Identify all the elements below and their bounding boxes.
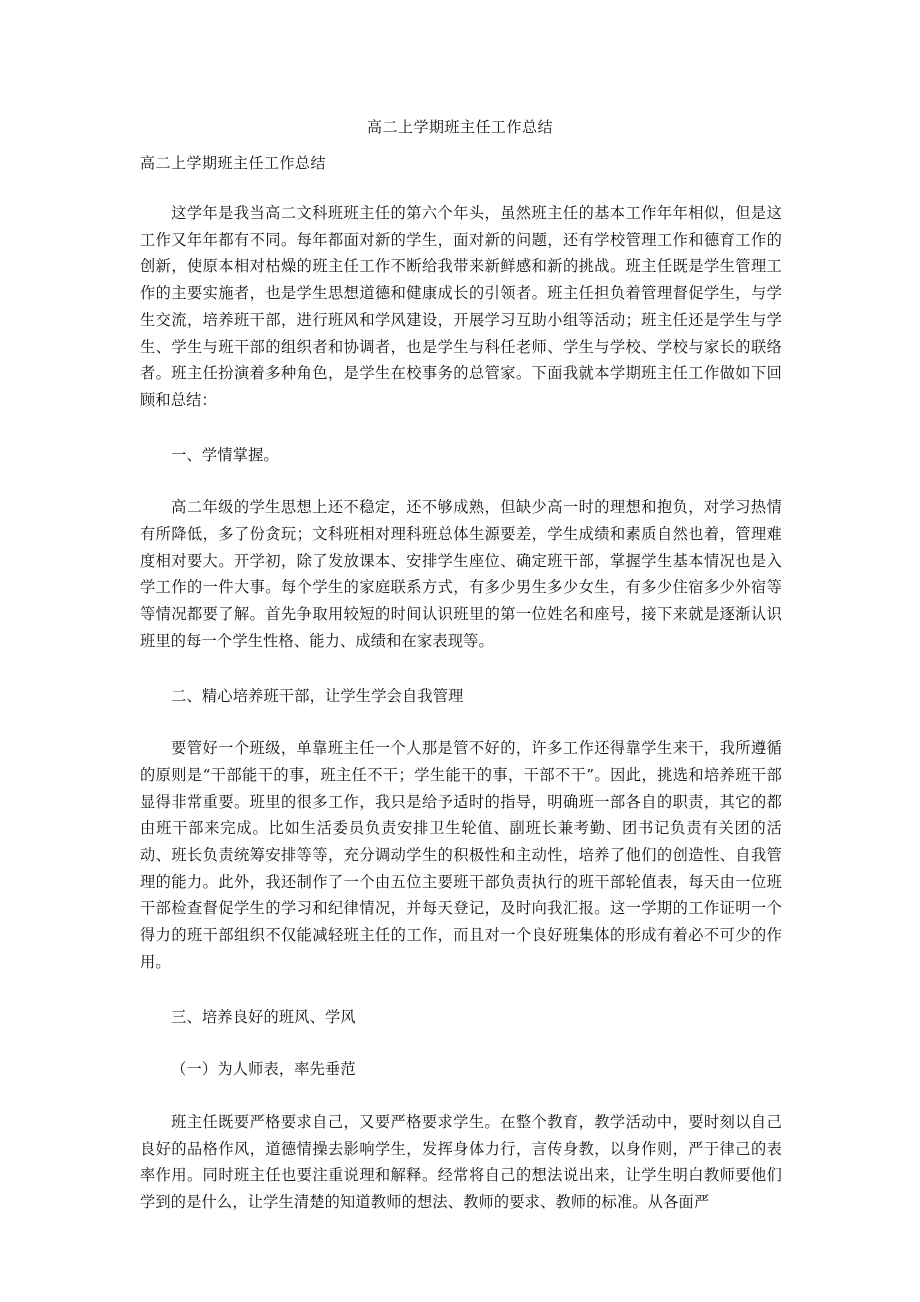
document-title: 高二上学期班主任工作总结 — [366, 118, 553, 136]
section-3-sub-1-paragraph: 班主任既要严格要求自己，又要严格要求学生。在整个教育，教学活动中，要时刻以自己良好的品格作风，道德情操去影响学生，发挥身体力行，言传身教，以身作则，严于律己的表率作用。同时班主任也要注重说理和解释。经常将自己的想法说出来，让学生明白教师要他们学到的是什么，让学生清楚的知道教师的想法、教师的要求、教师的标准。从各面严 — [140, 1112, 782, 1212]
intro-paragraph: 这学年是我当高二文科班班主任的第六个年头，虽然班主任的基本工作年年相似，但是这工作又年年都有不同。每年都面对新的学生，面对新的问题，还有学校管理工作和德育工作的创新，使原本相对枯燥的班主任工作不断给我带来新鲜感和新的挑战。班主任既是学生管理工作的主要实施者，也是学生思想道德和健康成长的引领者。班主任担负着管理督促学生，与学生交流，培养班干部，进行班风和学风建设，开展学习互助小组等活动；班主任还是学生与学生、学生与班干部的组织者和协调者，也是学生与科任老师、学生与学校、学校与家长的联络者。班主任扮演着多种角色，是学生在校事务的总管家。下面我就本学期班主任工作做如下回顾和总结： — [140, 204, 782, 409]
section-3-heading: 三、培养良好的班风、学风 — [171, 1007, 356, 1026]
section-1-paragraph: 高二年级的学生思想上还不稳定，还不够成熟，但缺少高一时的理想和抱负，对学习热情有所降低，多了份贪玩；文科班相对理科班总体生源要差，学生成绩和素质自然也着，管理难度相对要大。开学初，除了发放课本、安排学生座位、确定班干部，掌握学生基本情况也是入学工作的一件大事。每个学生的家庭联系方式，有多少男生多少女生，有多少住宿多少外宿等等情况都要了解。首先争取用较短的时间认识班里的第一位姓名和座号，接下来就是逐渐认识班里的每一个学生性格、能力、成绩和在家表现等。 — [140, 498, 782, 650]
section-2-paragraph: 要管好一个班级，单靠班主任一个人那是管不好的，许多工作还得靠学生来干，我所遵循的原则是“干部能干的事，班主任不干；学生能干的事，干部不干”。因此，挑选和培养班干部显得非常重要。班里的很多工作，我只是给予适时的指导，明确班一部各自的职责，其它的都由班干部来完成。比如生活委员负责安排卫生轮值、副班长兼考勤、团书记负责有关团的活动、班长负责统筹安排等等，充分调动学生的积极性和主动性，培养了他们的创造性、自我管理的能力。此外，我还制作了一个由五位主要班干部负责执行的班干部轮值表，每天由一位班干部检查督促学生的学习和纪律情况，并每天登记，及时向我汇报。这一学期的工作证明一个得力的班干部组织不仅能减轻班主任的工作，而且对一个良好班集体的形成有着必不可少的作用。 — [140, 739, 782, 971]
document-subtitle: 高二上学期班主任工作总结 — [140, 154, 327, 172]
document-body — [140, 200, 782, 1216]
section-2-heading: 二、精心培养班干部，让学生学会自我管理 — [171, 686, 464, 705]
section-3-subheading-1: （一）为人师表，率先垂范 — [171, 1060, 356, 1079]
section-1-heading: 一、学情掌握。 — [171, 445, 279, 464]
